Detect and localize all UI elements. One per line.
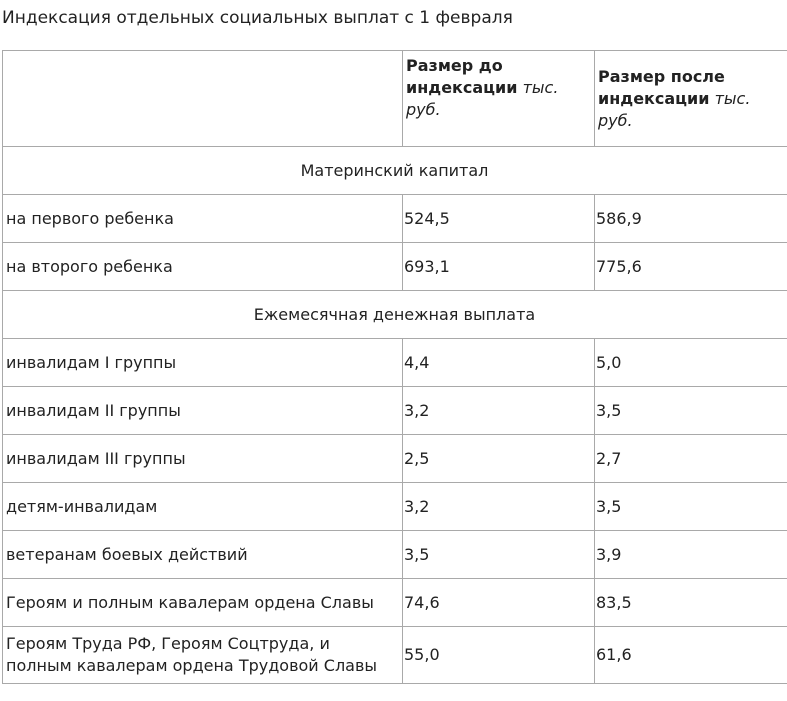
- row-before-value: 2,5: [403, 435, 595, 483]
- header-before-unit: тыс. руб.: [406, 78, 559, 119]
- section-title: Ежемесячная денежная выплата: [3, 291, 787, 339]
- row-before-value: 693,1: [403, 243, 595, 291]
- row-label: Героям и полным кавалерам ордена Славы: [3, 579, 403, 627]
- row-label: на первого ребенка: [3, 195, 403, 243]
- indexation-table: [2, 50, 787, 684]
- row-after-value: 5,0: [595, 339, 787, 387]
- section-row: [3, 147, 787, 195]
- table-header-row: [3, 51, 787, 147]
- row-after-value: 3,5: [595, 483, 787, 531]
- page-title: Индексация отдельных социальных выплат с 1 февраля: [2, 8, 513, 28]
- row-label: инвалидам III группы: [3, 435, 403, 483]
- row-label: Героям Труда РФ, Героям Соцтруда, и полным кавалерам ордена Трудовой Славы: [3, 627, 403, 684]
- row-label: детям-инвалидам: [3, 483, 403, 531]
- row-before-value: 3,2: [403, 483, 595, 531]
- row-after-value: 586,9: [595, 195, 787, 243]
- row-before-value: 3,2: [403, 387, 595, 435]
- row-after-value: 2,7: [595, 435, 787, 483]
- row-label: ветеранам боевых действий: [3, 531, 403, 579]
- row-after-value: 775,6: [595, 243, 787, 291]
- header-before-label: Размер до индексации: [406, 56, 518, 97]
- row-after-value: 83,5: [595, 579, 787, 627]
- row-after-value: 3,5: [595, 387, 787, 435]
- table-row: [3, 531, 787, 579]
- row-before-value: 4,4: [403, 339, 595, 387]
- row-before-value: 3,5: [403, 531, 595, 579]
- row-after-value: 3,9: [595, 531, 787, 579]
- table-row: [3, 195, 787, 243]
- row-label: инвалидам I группы: [3, 339, 403, 387]
- section-title: Материнский капитал: [3, 147, 787, 195]
- row-after-value: 61,6: [595, 627, 787, 684]
- header-before-cell: [403, 51, 595, 147]
- header-empty-cell: [3, 51, 403, 147]
- table-row: [3, 483, 787, 531]
- row-label: инвалидам II группы: [3, 387, 403, 435]
- row-before-value: 55,0: [403, 627, 595, 684]
- row-before-value: 524,5: [403, 195, 595, 243]
- header-after-unit: тыс. руб.: [598, 88, 751, 130]
- section-row: [3, 291, 787, 339]
- table-row: [3, 435, 787, 483]
- row-label: на второго ребенка: [3, 243, 403, 291]
- row-before-value: 74,6: [403, 579, 595, 627]
- header-after-label: Размер после индексации: [598, 66, 725, 108]
- table-row: [3, 243, 787, 291]
- table-row: [3, 579, 787, 627]
- header-after-cell: [595, 51, 787, 147]
- table-row: [3, 387, 787, 435]
- table-row: [3, 339, 787, 387]
- table-row: [3, 627, 787, 684]
